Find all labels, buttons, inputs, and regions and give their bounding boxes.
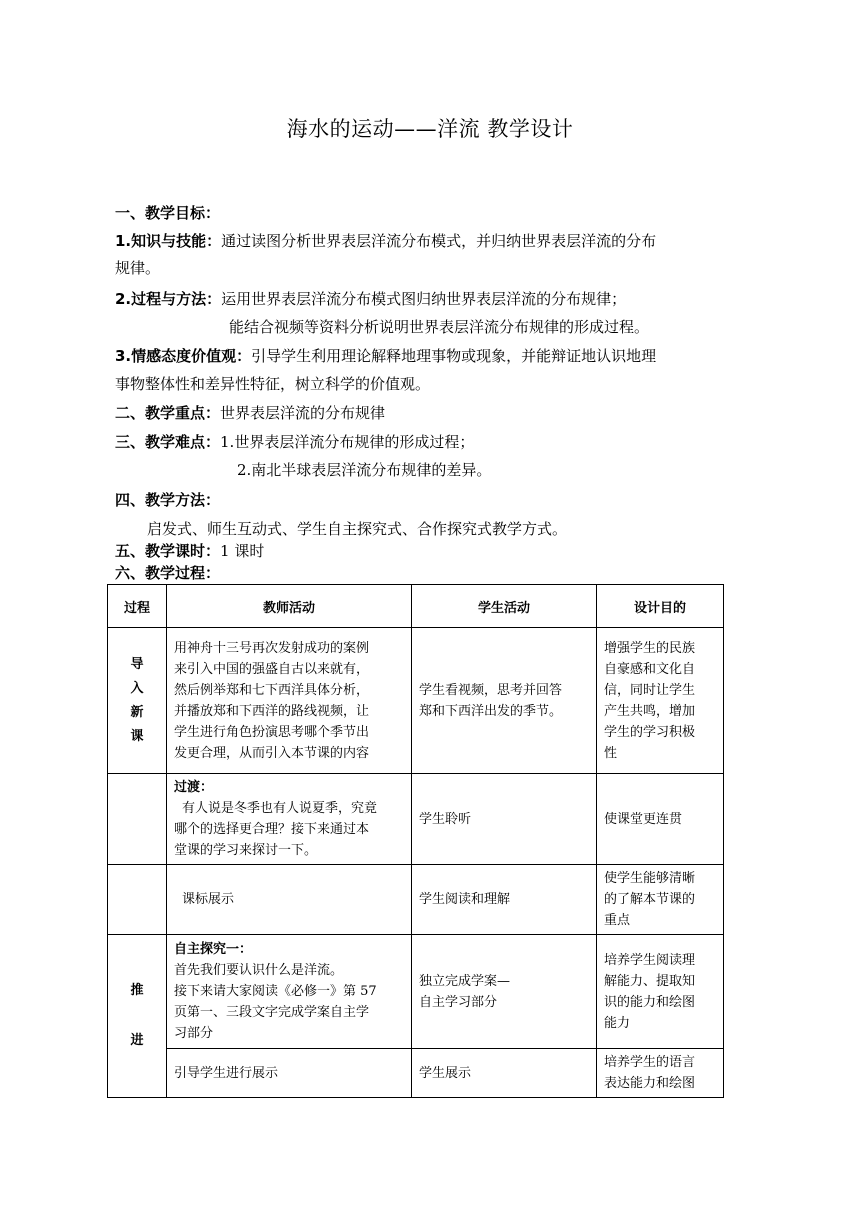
- purpose-line: 识的能力和绘图: [604, 994, 696, 1010]
- section-methods-heading: [115, 490, 220, 510]
- purpose-line: 培养学生阅读理: [604, 952, 696, 968]
- teacher-line: 堂课的学习来探讨一下。: [174, 843, 318, 858]
- process-cell-empty: [108, 865, 167, 935]
- purpose-line: 学生的学习积极: [604, 724, 696, 740]
- process-char: 推: [130, 983, 144, 998]
- section-hours: [115, 541, 264, 561]
- section-process-heading: [115, 563, 220, 583]
- purpose-line: 信，同时让学生: [604, 682, 696, 698]
- objective-attitude-label: 3.情感态度价值观：: [115, 347, 252, 365]
- hours-text: 1 课时: [220, 542, 265, 560]
- process-cell-intro: [108, 628, 167, 774]
- process-char: 进: [130, 1033, 144, 1048]
- purpose-line: 自豪感和文化自: [604, 661, 696, 677]
- process-label: 六、教学过程：: [115, 564, 221, 582]
- table-header-row: [108, 585, 724, 628]
- section-key-points: [115, 403, 385, 423]
- section-objectives-label: 一、教学目标：: [115, 204, 221, 222]
- objective-knowledge-cont: 规律。: [115, 259, 161, 277]
- student-line: 学生看视频，思考并回答: [419, 682, 563, 698]
- objective-attitude-text: 引导学生利用理论解释地理事物或现象，并能辩证地认识地理: [251, 347, 657, 365]
- methods-label: 四、教学方法：: [115, 491, 221, 509]
- teacher-line: 首先我们要认识什么是洋流。: [174, 963, 344, 978]
- student-activity-cell: [412, 935, 597, 1049]
- purpose-line: 性: [604, 745, 618, 761]
- purpose-line: 重点: [604, 913, 631, 928]
- key-points-text: 世界表层洋流的分布规律: [220, 404, 386, 422]
- teaching-process-table: [107, 584, 724, 1098]
- purpose-line: 能力: [604, 1015, 631, 1031]
- objective-process-label: 2.过程与方法：: [115, 290, 222, 308]
- difficulties-label: 三、教学难点：: [115, 433, 221, 451]
- teacher-line: 哪个的选择更合理？接下来通过本: [174, 822, 370, 837]
- process-char: 入: [130, 680, 144, 696]
- objective-knowledge-label: 1.知识与技能：: [115, 232, 222, 250]
- page-title: 海水的运动——洋流 教学设计: [286, 117, 574, 141]
- objective-attitude-cont: 事物整体性和差异性特征，树立科学的价值观。: [115, 375, 431, 393]
- teacher-activity-cell: 引导学生进行展示: [167, 1049, 412, 1098]
- purpose-cell: [597, 628, 724, 774]
- purpose-line: 产生共鸣，增加: [604, 703, 696, 719]
- teacher-activity-cell: [167, 865, 412, 935]
- table-row: [108, 935, 724, 1049]
- teacher-line: 发更合理，从而引入本节课的内容: [174, 745, 370, 761]
- key-points-label: 二、教学重点：: [115, 404, 221, 422]
- objective-attitude: [115, 346, 656, 366]
- objective-process-text: 运用世界表层洋流分布模式图归纳世界表层洋流的分布规律；: [221, 290, 627, 308]
- teacher-line: 用神舟十三号再次发射成功的案例: [174, 640, 370, 656]
- transition-title: 过渡：: [174, 780, 214, 795]
- section-objectives-heading: [115, 203, 220, 223]
- process-char: 导: [130, 656, 144, 672]
- table-row: [108, 628, 724, 774]
- student-activity-cell: [412, 628, 597, 774]
- teacher-line: 页第一、三段文字完成学案自主学: [174, 1005, 370, 1020]
- table-row: [108, 1049, 724, 1098]
- student-activity-cell: 学生展示: [412, 1049, 597, 1098]
- teacher-line: 并播放郑和下西洋的路线视频，让: [174, 703, 370, 719]
- hours-label: 五、教学课时：: [115, 542, 221, 560]
- teacher-line: 课标展示: [182, 892, 235, 907]
- teacher-activity-cell: [167, 774, 412, 865]
- header-purpose: 设计目的: [597, 585, 724, 628]
- objective-knowledge-text: 通过读图分析世界表层洋流分布模式，并归纳世界表层洋流的分布: [221, 232, 657, 250]
- student-line: 郑和下西洋出发的季节。: [419, 703, 563, 719]
- explore-title: 自主探究一：: [174, 942, 253, 957]
- table-row: [108, 865, 724, 935]
- process-char: 新: [130, 704, 144, 720]
- table-row: [108, 774, 724, 865]
- purpose-line: 的了解本节课的: [604, 892, 696, 907]
- teacher-activity-cell: [167, 935, 412, 1049]
- teacher-line: 然后例举郑和七下西洋具体分析，: [174, 682, 370, 698]
- teacher-line: 习部分: [174, 1026, 214, 1041]
- purpose-cell: 使课堂更连贯: [597, 774, 724, 865]
- section-difficulties: [115, 432, 474, 452]
- purpose-line: 使学生能够清晰: [604, 871, 696, 886]
- header-teacher: 教师活动: [167, 585, 412, 628]
- objective-knowledge: [115, 231, 656, 251]
- purpose-line: 解能力、提取知: [604, 973, 696, 989]
- purpose-cell: [597, 865, 724, 935]
- process-cell-advance: [108, 935, 167, 1098]
- purpose-cell: [597, 1049, 724, 1098]
- process-cell-empty: [108, 774, 167, 865]
- purpose-cell: [597, 935, 724, 1049]
- teacher-line: 学生进行角色扮演思考哪个季节出: [174, 724, 370, 740]
- objective-process-cont: 能结合视频等资料分析说明世界表层洋流分布规律的形成过程。: [229, 318, 650, 336]
- student-activity-cell: 学生聆听: [412, 774, 597, 865]
- difficulty-item-1: 1.世界表层洋流分布规律的形成过程；: [220, 433, 475, 451]
- process-char: 课: [130, 728, 144, 744]
- purpose-line: 表达能力和绘图: [604, 1076, 696, 1091]
- teacher-activity-cell: [167, 628, 412, 774]
- methods-text: 启发式、师生互动式、学生自主探究式、合作探究式教学方式。: [147, 520, 568, 538]
- purpose-line: 增强学生的民族: [604, 640, 696, 656]
- header-student: 学生活动: [412, 585, 597, 628]
- purpose-line: 培养学生的语言: [604, 1055, 696, 1070]
- teacher-line: 有人说是冬季也有人说夏季，究竟: [182, 801, 378, 816]
- difficulty-item-2: 2.南北半球表层洋流分布规律的差异。: [237, 461, 492, 479]
- student-activity-cell: 学生阅读和理解: [412, 865, 597, 935]
- header-process: 过程: [108, 585, 167, 628]
- objective-process: [115, 289, 626, 309]
- teacher-line: 接下来请大家阅读《必修一》第 57: [174, 984, 377, 999]
- student-line: 自主学习部分: [419, 994, 498, 1010]
- teacher-line: 来引入中国的强盛自古以来就有，: [174, 661, 370, 677]
- student-line: 独立完成学案—: [419, 973, 511, 989]
